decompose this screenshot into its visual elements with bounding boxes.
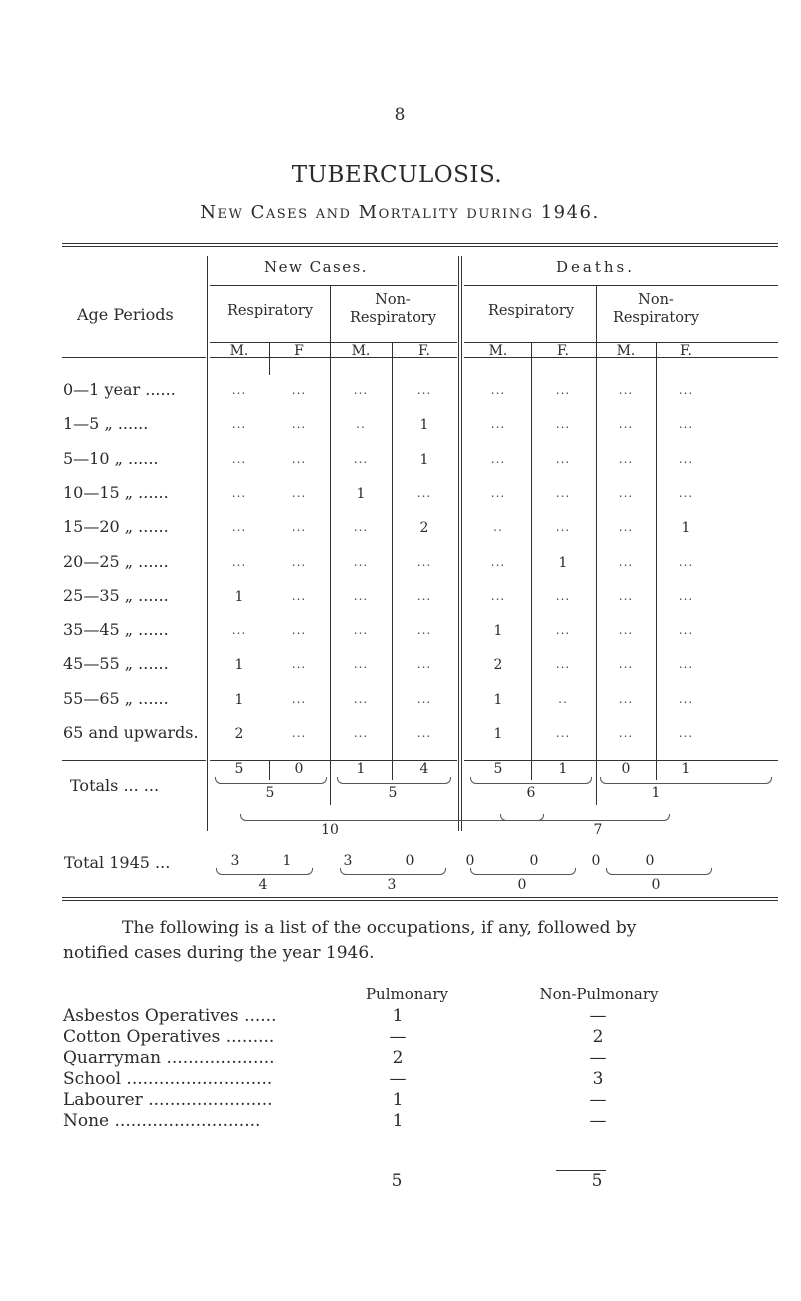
total-value: 1 [558,761,568,777]
table-cell: ... [416,726,432,740]
total-value: 1 [681,761,691,777]
page-number: 8 [394,105,406,125]
total-1945-subtotal: 0 [651,877,661,893]
occupations-intro-2: notified cases during the year 1946. [63,943,375,963]
total-value: 1 [356,761,366,777]
new-cases-header: New Cases. [264,258,369,276]
table-cell: ... [618,383,634,397]
total-1945-value: 0 [405,853,415,869]
divider-age [207,256,208,831]
table-cell: ... [618,555,634,569]
table-cell: ... [291,623,307,637]
subtotal-value: 6 [526,785,536,801]
table-cell: ... [291,520,307,534]
table-cell: 1 [493,692,503,708]
non-pulmonary-count: 2 [592,1027,604,1047]
table-cell: ... [678,555,694,569]
table-cell: ... [678,657,694,671]
newcases-rule [210,285,457,286]
table-cell: ... [678,589,694,603]
d-nonresp-header-2: Respiratory [612,310,700,326]
table-cell: ... [618,417,634,431]
table-cell: ... [618,657,634,671]
total-value: 0 [294,761,304,777]
table-cell: ... [490,417,506,431]
non-pulmonary-count: — [589,1090,607,1110]
non-pulmonary-header: Non-Pulmonary [539,985,659,1003]
non-pulmonary-count: 3 [592,1069,604,1089]
table-cell: 2 [493,657,503,673]
table-cell: ... [353,657,369,671]
table-cell: ... [555,520,571,534]
pulmonary-count: — [389,1069,407,1089]
table-cell: ... [678,486,694,500]
table-cell: ... [678,452,694,466]
age-period-label: 15—20 „ ...... [63,517,169,536]
table-cell: ... [353,520,369,534]
table-cell: ... [618,589,634,603]
divider-newcases [330,285,331,805]
brace [600,777,772,784]
pulmonary-header: Pulmonary [365,985,449,1003]
col-header-f: F. [557,343,569,359]
table-cell: .. [356,417,366,431]
brace [470,777,592,784]
table-cell: ... [291,383,307,397]
subtotal-value: 1 [651,785,661,801]
pulmonary-count: 1 [392,1111,404,1131]
table-cell: ... [416,623,432,637]
table-cell: ... [291,417,307,431]
table-cell: 1 [419,417,429,433]
d-respiratory-header: Respiratory [487,303,575,319]
table-cell: ... [555,383,571,397]
age-periods-header: Age Periods [77,305,174,324]
table-cell: 1 [558,555,568,571]
table-cell: 2 [234,726,244,742]
table-cell: ... [231,383,247,397]
divider-deaths [596,285,597,805]
table-cell: ... [231,555,247,569]
table-cell: ... [678,383,694,397]
col-header-f: F. [680,343,692,359]
d-nonresp-header-1: Non- [638,292,674,308]
brace [340,868,446,875]
deaths-rule [464,285,778,286]
table-cell: ... [291,555,307,569]
total-1945-value: 1 [282,853,292,869]
divider-d-resp-mf [531,342,532,780]
grand-total-value: 10 [321,822,339,838]
total-1945-subtotal: 3 [387,877,397,893]
table-cell: ... [416,589,432,603]
table-cell: ... [416,692,432,706]
grand-total-value: 7 [593,822,603,838]
table-cell: ... [353,383,369,397]
table-cell: ... [618,520,634,534]
table-cell: .. [493,520,503,534]
pulmonary-count: 1 [392,1006,404,1026]
age-period-label: 0—1 year ...... [63,380,176,399]
table-cell: ... [291,486,307,500]
age-period-label: 25—35 „ ...... [63,586,169,605]
table-cell: ... [291,726,307,740]
col-header-m: M. [616,343,636,359]
table-cell: ... [490,383,506,397]
table-cell: ... [353,452,369,466]
table-cell: ... [490,555,506,569]
brace [470,868,576,875]
table-cell: ... [490,452,506,466]
non-pulmonary-total: 5 [591,1171,603,1191]
table-cell: ... [416,555,432,569]
age-rule [62,357,206,358]
occupation-name: School ........................... [63,1069,273,1089]
table-cell: ... [618,452,634,466]
pulmonary-count: 2 [392,1048,404,1068]
table-cell: ... [291,692,307,706]
table-cell: 1 [356,486,366,502]
page-title: TUBERCULOSIS. [291,162,503,188]
table-cell: ... [353,726,369,740]
nc-nonresp-header-2: Respiratory [349,310,437,326]
table-cell: ... [678,692,694,706]
table-bottom-rule-2 [62,900,778,901]
total-1945-value: 0 [529,853,539,869]
occupation-name: Quarryman .................... [63,1048,275,1068]
brace [606,868,712,875]
non-pulmonary-count: — [589,1048,607,1068]
total-value: 5 [234,761,244,777]
page-subtitle: New Cases and Mortality during 1946. [200,202,600,223]
table-cell: ... [555,657,571,671]
totals-label: Totals ... ... [70,776,160,795]
table-cell: ... [416,657,432,671]
table-top-rule [62,243,778,244]
table-cell: ... [231,623,247,637]
age-period-label: 65 and upwards. [63,723,199,742]
total-value: 4 [419,761,429,777]
age-period-label: 35—45 „ ...... [63,620,169,639]
brace [216,868,313,875]
age-period-label: 5—10 „ ...... [63,449,159,468]
table-top-rule-2 [62,246,778,247]
table-cell: ... [678,623,694,637]
col-header-f: F [294,343,304,359]
deaths-header: Deaths. [556,258,636,276]
subtotal-value: 5 [388,785,398,801]
table-cell: ... [416,383,432,397]
table-cell: 1 [493,623,503,639]
table-cell: 1 [234,657,244,673]
table-cell: ... [291,589,307,603]
brace [500,814,670,821]
divider-nonresp-mf [392,342,393,780]
table-cell: ... [231,417,247,431]
age-period-label: 55—65 „ ...... [63,689,169,708]
table-cell: ... [353,555,369,569]
table-cell: ... [678,417,694,431]
total-1945-value: 0 [591,853,601,869]
nc-nonresp-header-1: Non- [375,292,411,308]
table-cell: ... [353,589,369,603]
occupation-name: Cotton Operatives ......... [63,1027,275,1047]
table-cell: 1 [234,692,244,708]
col-header-m: M. [351,343,371,359]
age-period-label: 20—25 „ ...... [63,552,169,571]
age-period-label: 45—55 „ ...... [63,654,169,673]
subtotal-value: 5 [265,785,275,801]
table-cell: ... [555,589,571,603]
table-cell: ... [231,486,247,500]
total-1945-value: 3 [343,853,353,869]
table-cell: ... [555,486,571,500]
table-cell: 1 [234,589,244,605]
pulmonary-total: 5 [391,1171,403,1191]
table-cell: ... [291,452,307,466]
total-value: 5 [493,761,503,777]
age-totals-rule [62,760,206,761]
table-cell: ... [353,692,369,706]
table-cell: ... [353,623,369,637]
total-1945-label: Total 1945 ... [64,853,171,872]
divider-mid-2 [461,256,462,831]
pulmonary-count: 1 [392,1090,404,1110]
col-header-m: M. [488,343,508,359]
table-cell: ... [555,417,571,431]
occupation-name: Labourer ....................... [63,1090,273,1110]
brace [337,777,451,784]
divider-mid-1 [458,256,459,831]
total-1945-value: 3 [230,853,240,869]
total-value: 0 [621,761,631,777]
table-cell: 2 [419,520,429,536]
table-cell: ... [618,692,634,706]
nc-respiratory-header: Respiratory [226,303,314,319]
total-1945-value: 0 [645,853,655,869]
divider-d-nonresp-mf [656,342,657,780]
brace [240,814,544,821]
brace [215,777,327,784]
occupations-intro-1: The following is a list of the occupations, if any, followed by [122,918,637,938]
table-cell: ... [555,726,571,740]
table-cell: 1 [419,452,429,468]
non-pulmonary-count: — [589,1111,607,1131]
table-cell: 1 [493,726,503,742]
total-1945-subtotal: 4 [258,877,268,893]
table-cell: ... [555,623,571,637]
table-cell: ... [490,589,506,603]
table-cell: ... [291,657,307,671]
age-period-label: 1—5 „ ...... [63,414,149,433]
age-period-label: 10—15 „ ...... [63,483,169,502]
total-1945-subtotal: 0 [517,877,527,893]
table-cell: ... [231,520,247,534]
table-cell: ... [490,486,506,500]
divider-resp-mf-header [269,342,270,375]
table-cell: ... [231,452,247,466]
col-header-f: F. [418,343,430,359]
table-cell: ... [416,486,432,500]
pulmonary-count: — [389,1027,407,1047]
occupation-name: Asbestos Operatives ...... [63,1006,277,1026]
occupation-name: None ........................... [63,1111,261,1131]
col-header-m: M. [229,343,249,359]
non-pulmonary-count: — [589,1006,607,1026]
table-cell: 1 [681,520,691,536]
table-cell: ... [678,726,694,740]
table-bottom-rule [62,897,778,898]
total-1945-value: 0 [465,853,475,869]
table-cell: ... [618,623,634,637]
table-cell: .. [558,692,568,706]
table-cell: ... [618,486,634,500]
table-cell: ... [555,452,571,466]
table-cell: ... [618,726,634,740]
